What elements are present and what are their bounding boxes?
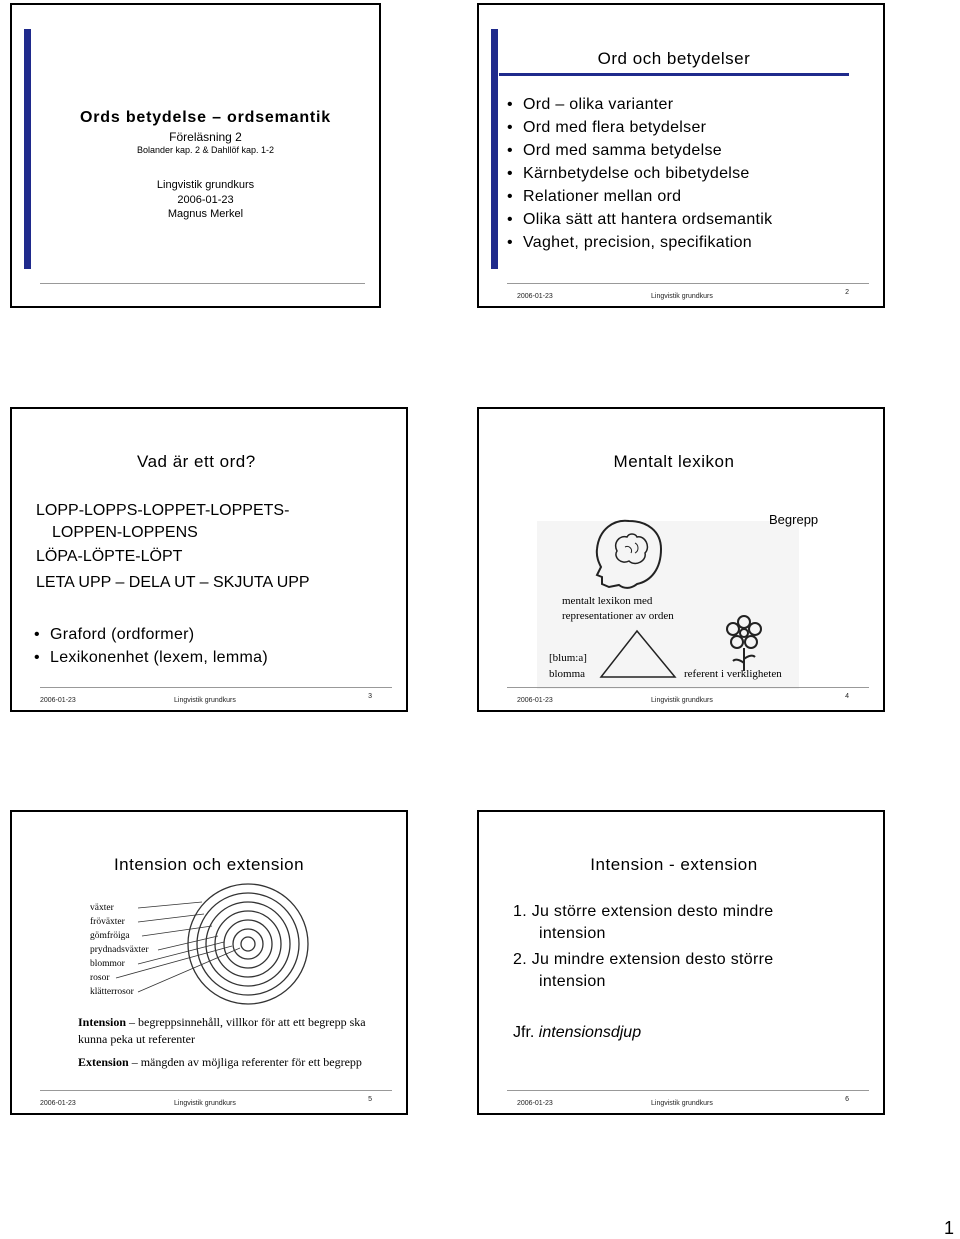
slide-4-title: Mentalt lexikon xyxy=(613,452,735,471)
slide-number: 4 xyxy=(845,693,849,700)
list-item: • Ord – olika varianter xyxy=(501,96,772,114)
footer-course: Lingvistik grundkurs xyxy=(651,1100,713,1107)
phonetic-label: [blum:a] xyxy=(549,652,587,664)
level-label: växter xyxy=(90,903,114,913)
extension-text: – mängden av möjliga referenter för ett begrepp xyxy=(128,1055,362,1069)
page-number: 1 xyxy=(943,1218,954,1238)
list-item: • Kärnbetydelse och bibetydelse xyxy=(501,165,772,183)
slide-3 xyxy=(10,407,408,712)
footer-course: Lingvistik grundkurs xyxy=(651,697,713,704)
slide-number: 3 xyxy=(368,693,372,700)
slide-4 xyxy=(477,407,885,712)
caption-line-2: representationer av orden xyxy=(562,610,674,622)
extension-term: Extension xyxy=(78,1055,129,1069)
caption-line-1: mentalt lexikon med xyxy=(562,595,653,607)
level-label: rosor xyxy=(90,973,110,983)
word-label: blomma xyxy=(549,668,586,680)
list-item: 1. Ju större extension desto mindre xyxy=(513,903,774,920)
compare-term: intensionsdjup xyxy=(538,1024,642,1041)
level-label: gömfröiga xyxy=(90,931,130,941)
slide-number: 6 xyxy=(845,1096,849,1103)
slide-5-title: Intension och extension xyxy=(113,855,305,874)
triangle-icon xyxy=(601,631,675,677)
compare-prefix: Jfr. xyxy=(513,1024,535,1041)
footer-date: 2006-01-23 xyxy=(517,697,553,704)
slide-3-line-4: LETA UPP – DELA UT – SKJUTA UPP xyxy=(36,574,310,591)
concept-label: Begrepp xyxy=(769,512,819,527)
slide-5 xyxy=(10,810,408,1115)
list-item: intension xyxy=(539,925,606,942)
footer-course: Lingvistik grundkurs xyxy=(651,293,713,300)
slide-2-title: Ord och betydelser xyxy=(597,49,751,68)
level-label: blommor xyxy=(90,959,125,969)
head-icon xyxy=(597,521,661,588)
slide-1 xyxy=(10,3,381,308)
footer-date: 2006-01-23 xyxy=(517,293,553,300)
footer-rule xyxy=(507,283,869,284)
level-label: prydnadsväxter xyxy=(90,945,149,955)
list-item: • Vaghet, precision, specifikation xyxy=(501,234,772,252)
list-item: 2. Ju mindre extension desto större xyxy=(513,951,774,968)
footer-course: Lingvistik grundkurs xyxy=(174,1100,236,1107)
slide-2-bullets xyxy=(501,96,772,257)
footer-rule xyxy=(507,687,869,688)
footer-date: 2006-01-23 xyxy=(40,697,76,704)
list-item: • Ord med samma betydelse xyxy=(501,142,772,160)
list-item: • Ord med flera betydelser xyxy=(501,119,772,137)
slide-3-title: Vad är ett ord? xyxy=(137,452,256,471)
slide-6 xyxy=(477,810,885,1115)
slide-3-line-1: LOPP-LOPPS-LOPPET-LOPPETS- xyxy=(36,502,290,519)
intension-term: Intension xyxy=(78,1015,127,1029)
slide-1-course: Lingvistik grundkurs xyxy=(156,179,255,191)
slide-1-title: Ords betydelse – ordsemantik xyxy=(80,109,331,126)
list-item: • Relationer mellan ord xyxy=(501,188,772,206)
mental-lexicon-diagram xyxy=(479,409,885,712)
slide-3-bullets xyxy=(28,626,268,672)
footer-rule xyxy=(507,1090,869,1091)
list-item: intension xyxy=(539,973,606,990)
footer-course: Lingvistik grundkurs xyxy=(174,697,236,704)
compare-note xyxy=(513,1024,641,1042)
slide-6-title: Intension - extension xyxy=(590,855,758,874)
footer-rule xyxy=(40,1090,392,1091)
level-label: fröväxter xyxy=(90,917,125,927)
slide-1-reading: Bolander kap. 2 & Dahllöf kap. 1-2 xyxy=(136,145,275,155)
slide-1-author: Magnus Merkel xyxy=(167,208,244,220)
referent-label: referent i verkligheten xyxy=(684,668,782,680)
slide-1-date: 2006-01-23 xyxy=(177,194,234,206)
slide-3-line-2: LOPPEN-LOPPENS xyxy=(52,524,198,541)
accent-bar xyxy=(24,29,31,269)
list-item: • Graford (ordformer) xyxy=(28,626,268,644)
footer-rule xyxy=(40,687,392,688)
slide-2 xyxy=(477,3,885,308)
footer-rule xyxy=(40,283,365,284)
list-item: • Lexikonenhet (lexem, lemma) xyxy=(28,649,268,667)
list-item: • Olika sätt att hantera ordsemantik xyxy=(501,211,772,229)
intension-text: – begreppsinnehåll, villkor för att ett begrepp ska kunna peka ut referenter xyxy=(78,1015,366,1046)
slide-number: 5 xyxy=(368,1096,372,1103)
slide-3-line-3: LÖPA-LÖPTE-LÖPT xyxy=(36,548,183,565)
title-rule xyxy=(499,73,849,76)
intension-definition xyxy=(78,1014,368,1048)
accent-bar xyxy=(491,29,498,269)
extension-definition xyxy=(78,1054,368,1071)
slide-1-subtitle: Föreläsning 2 xyxy=(169,130,242,144)
footer-date: 2006-01-23 xyxy=(517,1100,553,1107)
slide-number: 2 xyxy=(845,289,849,296)
footer-date: 2006-01-23 xyxy=(40,1100,76,1107)
flower-icon xyxy=(727,616,761,671)
level-label: klätterrosor xyxy=(90,987,134,997)
